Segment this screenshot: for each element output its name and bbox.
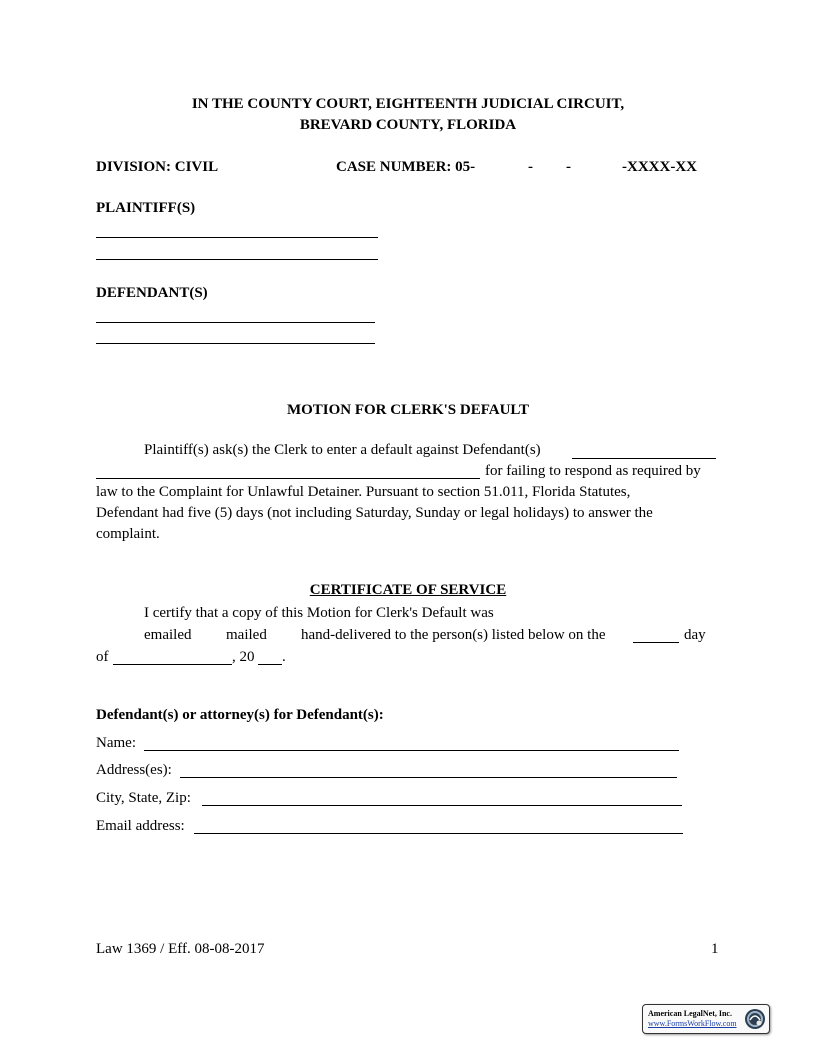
defendant-line-2[interactable] [96, 343, 375, 344]
motion-title: MOTION FOR CLERK'S DEFAULT [286, 402, 530, 418]
plaintiffs-label: PLAINTIFF(S) [96, 200, 196, 216]
body-line-2: for failing to respond as required by [485, 463, 701, 479]
of-label: of [96, 649, 109, 665]
certificate-heading-text: CERTIFICATE OF SERVICE [309, 582, 507, 598]
form-id: Law 1369 / Eff. 08-08-2017 [96, 941, 265, 957]
option-mailed[interactable]: mailed [226, 627, 267, 643]
case-number-label: CASE NUMBER: 05- [336, 159, 476, 175]
division-label: DIVISION: CIVIL [96, 159, 219, 175]
address-label: Address(es): [96, 762, 172, 778]
option-hand-delivered[interactable]: hand-delivered to the person(s) listed below on the [301, 627, 606, 643]
email-field[interactable] [194, 833, 683, 834]
service-year-blank[interactable] [258, 664, 282, 665]
certificate-line-1: I certify that a copy of this Motion for Clerk's Default was [144, 605, 494, 621]
name-label: Name: [96, 735, 136, 751]
day-label: day [684, 627, 706, 643]
badge-site-link[interactable]: www.FormsWorkFlow.com [648, 1019, 737, 1028]
body-line-3: law to the Complaint for Unlawful Detainer. Pursuant to section 51.011, Florida Statutes, [96, 484, 631, 500]
service-month-blank[interactable] [113, 664, 232, 665]
formsworkflow-badge[interactable] [642, 1004, 770, 1034]
option-emailed[interactable]: emailed [144, 627, 192, 643]
body-line-5: complaint. [96, 526, 160, 542]
year-prefix: , 20 [232, 649, 255, 665]
case-number-dash-2: - [566, 159, 571, 175]
service-day-blank[interactable] [633, 642, 679, 643]
badge-company: American LegalNet, Inc. [648, 1009, 732, 1018]
case-number-suffix: -XXXX-XX [622, 159, 697, 175]
address-field[interactable] [180, 777, 677, 778]
body-line-4: Defendant had five (5) days (not including Saturday, Sunday or legal holidays) to answer the [96, 505, 653, 521]
case-number-dash-1: - [528, 159, 533, 175]
email-label: Email address: [96, 818, 185, 834]
defendants-label: DEFENDANT(S) [96, 285, 208, 301]
city-state-zip-label: City, State, Zip: [96, 790, 191, 806]
city-state-zip-field[interactable] [202, 805, 682, 806]
globe-logo-icon [744, 1008, 766, 1030]
period: . [282, 649, 286, 665]
certificate-heading [0, 582, 816, 599]
defendant-service-heading: Defendant(s) or attorney(s) for Defendant(s): [96, 707, 384, 723]
plaintiff-line-2[interactable] [96, 259, 378, 260]
defendant-line-1[interactable] [96, 322, 375, 323]
plaintiff-line-1[interactable] [96, 237, 378, 238]
defendant-name-blank[interactable] [572, 458, 716, 459]
defendant-name-blank-2[interactable] [96, 478, 480, 479]
court-header-line2: BREVARD COUNTY, FLORIDA [299, 117, 517, 133]
court-header-line1: IN THE COUNTY COURT, EIGHTEENTH JUDICIAL CIRCUIT, [191, 96, 625, 112]
body-line-1: Plaintiff(s) ask(s) the Clerk to enter a default against Defendant(s) [144, 442, 541, 458]
page-number: 1 [711, 941, 719, 957]
name-field[interactable] [144, 750, 679, 751]
